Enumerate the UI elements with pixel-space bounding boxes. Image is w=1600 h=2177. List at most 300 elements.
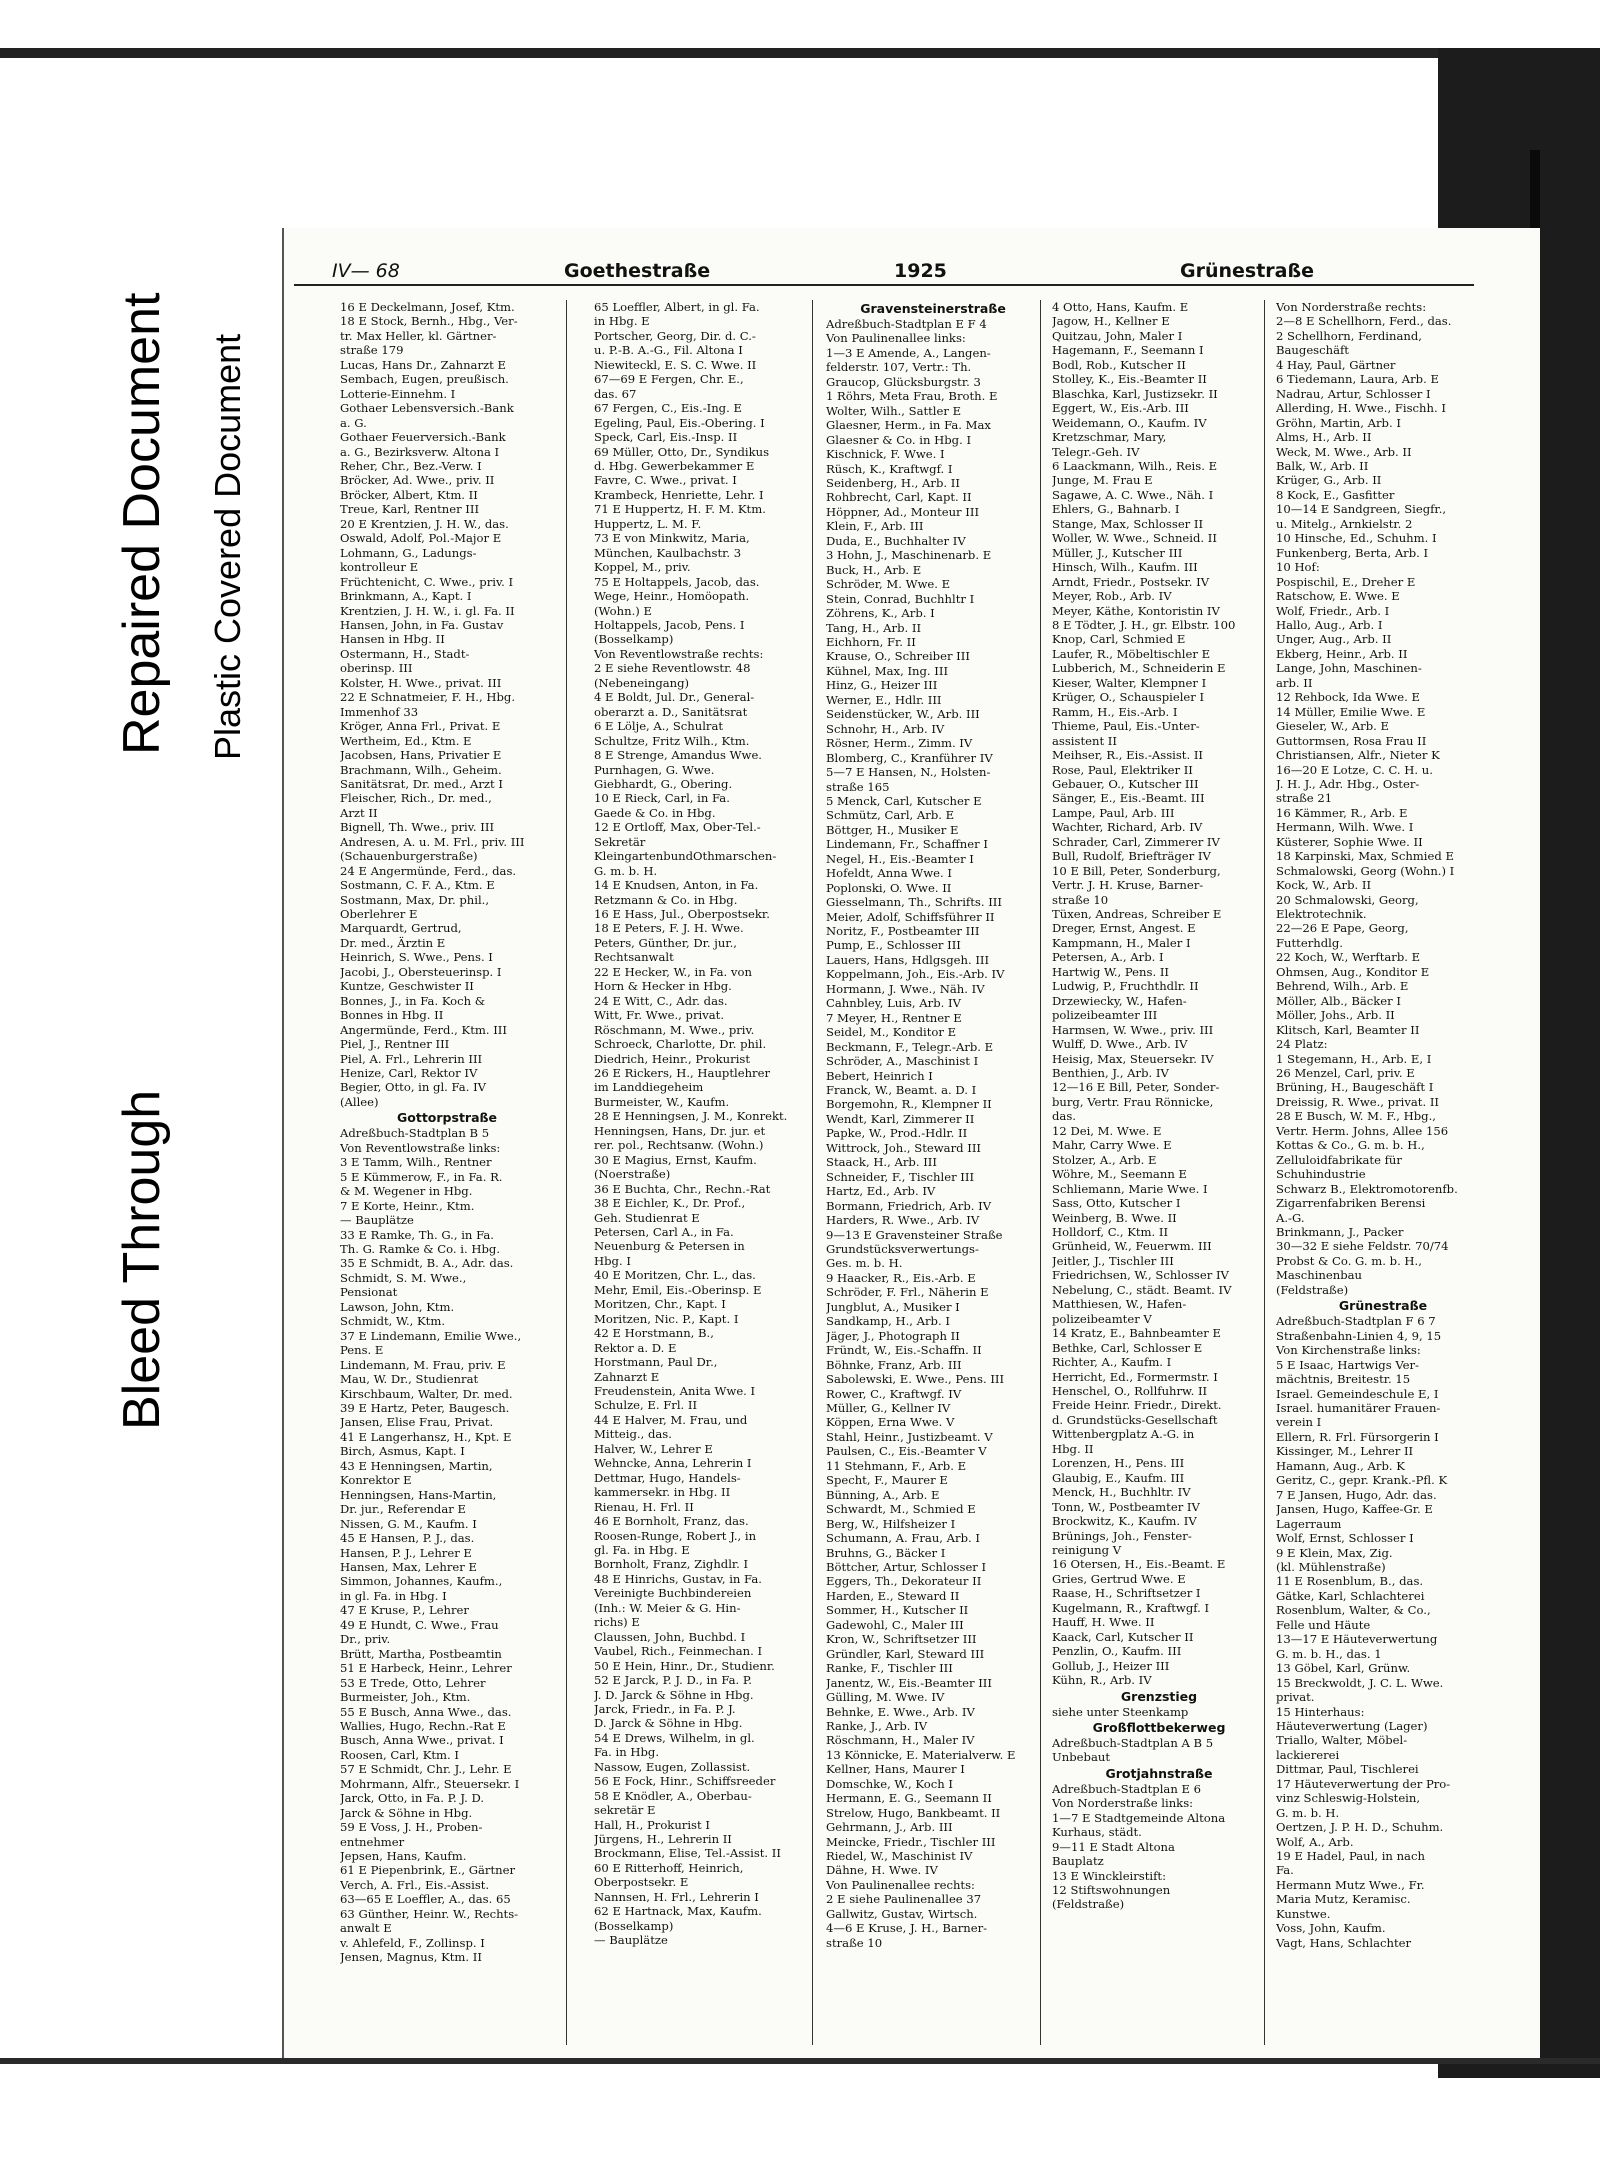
directory-entry: 24 Platz:	[1276, 1037, 1328, 1052]
directory-entry: Sekretär	[594, 834, 646, 849]
directory-entry: straße 165	[826, 779, 890, 794]
directory-entry: Glaubig, E., Kaufm. III	[1052, 1470, 1185, 1485]
directory-entry: 22 E Schnatmeier, F. H., Hbg.	[340, 690, 516, 705]
directory-entry: Gadewohl, C., Maler III	[826, 1617, 964, 1632]
directory-entry: Pospischil, E., Dreher E	[1276, 574, 1416, 589]
directory-entry: 71 E Huppertz, H. F. M. Ktm.	[594, 502, 766, 517]
directory-entry: Kunstwe.	[1276, 1906, 1331, 1921]
page-number: IV— 68	[332, 260, 400, 282]
directory-entry: Müller, J., Kutscher III	[1052, 545, 1183, 560]
directory-entry: Schuhindustrie	[1276, 1167, 1366, 1182]
column-5	[1276, 300, 1490, 2045]
directory-entry: 46 E Bornholt, Franz, das.	[594, 1514, 749, 1529]
directory-entry: 16 Kämmer, R., Arb. E	[1276, 805, 1408, 820]
directory-entry: sekretär E	[594, 1803, 656, 1818]
directory-entry: Von Norderstraße rechts:	[1276, 300, 1427, 314]
side-labels	[112, 292, 262, 1430]
directory-entry: Schumann, A. Frau, Arb. I	[826, 1531, 980, 1546]
directory-entry: Lange, John, Maschinen-	[1276, 661, 1422, 676]
directory-entry: 2 Schellhorn, Ferdinand,	[1276, 328, 1422, 343]
directory-entry: 8 Kock, E., Gasfitter	[1276, 487, 1395, 502]
directory-entry: Hermann Mutz Wwe., Fr.	[1276, 1877, 1425, 1892]
directory-entry: Rechtsanwalt	[594, 950, 674, 965]
directory-entry: Jarck, Otto, in Fa. P. J. D.	[340, 1791, 485, 1806]
directory-entry: Halver, W., Lehrer E	[594, 1441, 713, 1456]
directory-entry: Staack, H., Arb. III	[826, 1155, 937, 1170]
directory-entry: Maschinenbau	[1276, 1268, 1362, 1283]
directory-entry: Janentz, W., Eis.-Beamter III	[826, 1675, 992, 1690]
directory-entry: Von Paulinenallee rechts:	[826, 1877, 975, 1892]
directory-entry: — Bauplätze	[340, 1213, 414, 1228]
directory-entry: 39 E Hartz, Peter, Baugesch.	[340, 1400, 510, 1415]
directory-entry: Matthiesen, W., Hafen-	[1052, 1297, 1187, 1312]
directory-entry: Wittenbergplatz A.-G. in	[1052, 1427, 1195, 1442]
directory-entry: Guttormsen, Rosa Frau II	[1276, 733, 1427, 748]
directory-entry: 10 E Bill, Peter, Sonderburg,	[1052, 863, 1221, 878]
directory-entry: Adreßbuch-Stadtplan E 6	[1052, 1781, 1202, 1796]
directory-entry: 53 E Trede, Otto, Lehrer	[340, 1675, 486, 1690]
directory-entry: Petersen, A., Arb. I	[1052, 950, 1164, 965]
directory-entry: Fa.	[1276, 1863, 1294, 1878]
directory-entry: A.-G.	[1276, 1210, 1305, 1225]
directory-entry: 2 E siehe Reventlowstr. 48	[594, 661, 751, 676]
directory-entry: Israel. Gemeindeschule E, I	[1276, 1386, 1439, 1401]
directory-entry: Sabolewski, E. Wwe., Pens. III	[826, 1372, 1005, 1387]
directory-entry: J. H. J., Adr. Hbg., Oster-	[1276, 776, 1420, 791]
directory-entry: Oberlehrer E	[340, 907, 418, 922]
directory-entry: mächtnis, Breitestr. 15	[1276, 1372, 1411, 1387]
directory-entry: Vertr. Herm. Johns, Allee 156	[1276, 1123, 1449, 1138]
directory-entry: 42 E Horstmann, B.,	[594, 1326, 714, 1341]
directory-entry: Hagemann, F., Seemann I	[1052, 343, 1204, 358]
directory-entry: u. P.-B. A.-G., Fil. Altona I	[594, 343, 743, 358]
directory-entry: 69 Müller, Otto, Dr., Syndikus	[594, 444, 770, 459]
directory-entry: Wolf, A., Arb.	[1276, 1834, 1354, 1849]
directory-entry: Junge, M. Frau E	[1052, 473, 1153, 488]
page-header	[294, 258, 1474, 286]
street-heading: Grenzstieg	[1120, 1688, 1198, 1704]
directory-entry: Huppertz, L. M. F.	[594, 516, 702, 531]
directory-entry: Treue, Karl, Rentner III	[340, 502, 480, 517]
directory-entry: Ludwig, P., Fruchthdlr. II	[1052, 979, 1199, 994]
directory-entry: Bethke, Carl, Schlosser E	[1052, 1340, 1203, 1355]
directory-entry: d. Hbg. Gewerbekammer E	[594, 458, 755, 473]
directory-entry: Quitzau, John, Maler I	[1052, 328, 1183, 343]
directory-entry: Dr., priv.	[340, 1632, 391, 1647]
directory-entry: Ostermann, H., Stadt-	[340, 646, 470, 661]
directory-entry: (Feldstraße)	[1276, 1282, 1349, 1297]
directory-entry: 33 E Ramke, Th. G., in Fa.	[340, 1227, 494, 1242]
directory-entry: (Feldstraße)	[1052, 1897, 1125, 1912]
directory-entry: Geh. Studienrat E	[594, 1210, 700, 1225]
directory-entry: Henningsen, Hans-Martin,	[340, 1487, 497, 1502]
directory-entry: Th. G. Ramke & Co. i. Hbg.	[340, 1242, 501, 1256]
directory-entry: Schmalowski, Georg (Wohn.) I	[1276, 863, 1455, 878]
directory-entry: Eichhorn, Fr. II	[826, 634, 916, 649]
directory-entry: Müller, G., Kellner IV	[826, 1400, 951, 1415]
directory-entry: 6 Tiedemann, Laura, Arb. E	[1276, 372, 1439, 387]
directory-entry: 16 E Hass, Jul., Oberpostsekr.	[594, 907, 770, 922]
directory-entry: Schröder, A., Maschinist I	[826, 1054, 979, 1069]
directory-entry: Simmon, Johannes, Kaufm.,	[340, 1574, 503, 1589]
directory-entry: Schmidt, W., Ktm.	[340, 1314, 445, 1329]
directory-entry: Gröhn, Martin, Arb. I	[1276, 415, 1401, 430]
directory-entry: Holldorf, C., Ktm. II	[1052, 1225, 1169, 1239]
directory-entry: Stein, Conrad, Buchhltr I	[826, 591, 975, 606]
directory-entry: Von Norderstraße links:	[1052, 1796, 1194, 1811]
directory-entry: Dähne, H. Wwe. IV	[826, 1863, 938, 1878]
directory-entry: Niewiteckl, E. S. C. Wwe. II	[594, 357, 757, 372]
directory-entry: 8 E Strenge, Amandus Wwe.	[594, 748, 762, 763]
directory-entry: 2—8 E Schellhorn, Ferd., das.	[1276, 314, 1452, 329]
directory-entry: Noritz, F., Postbeamter III	[826, 924, 980, 939]
directory-entry: rer. pol., Rechtsanw. (Wohn.)	[594, 1138, 764, 1153]
directory-entry: Koppelmann, Joh., Eis.-Arb. IV	[826, 967, 1005, 982]
directory-entry: Hartz, Ed., Arb. IV	[826, 1184, 936, 1199]
directory-entry: Schmidt, S. M. Wwe.,	[340, 1270, 467, 1285]
directory-entry: Krüger, O., Schauspieler I	[1052, 690, 1205, 705]
directory-entry: 11 Stehmann, F., Arb. E	[826, 1458, 967, 1473]
column-2	[594, 300, 808, 2045]
directory-entry: Witt, Fr. Wwe., privat.	[594, 1008, 725, 1023]
directory-entry: Alms, H., Arb. II	[1276, 430, 1372, 445]
directory-entry: 62 E Hartnack, Max, Kaufm.	[594, 1904, 762, 1919]
column-4	[1052, 300, 1266, 2045]
directory-entry: verein I	[1276, 1415, 1322, 1430]
directory-entry: Gieseler, W., Arb. E	[1276, 719, 1389, 734]
directory-entry: Mehr, Emil, Eis.-Oberinsp. E	[594, 1282, 762, 1297]
directory-entry: Hermann, E. G., Seemann II	[826, 1791, 992, 1806]
directory-entry: Papke, W., Prod.-Hdlr. II	[826, 1126, 968, 1141]
directory-entry: Schulze, E. Frl. II	[594, 1398, 698, 1413]
directory-entry: Oberpostsekr. E	[594, 1875, 689, 1890]
directory-entry: Schneider, F., Tischler III	[826, 1169, 975, 1184]
directory-entry: Möller, Johs., Arb. II	[1276, 1008, 1395, 1023]
directory-entry: Rüsch, K., Kraftwgf. I	[826, 461, 953, 476]
directory-entry: straße 10	[1052, 892, 1109, 907]
directory-entry: 13 E Winckleirstift:	[1052, 1868, 1166, 1883]
directory-entry: Duda, E., Buchhalter IV	[826, 533, 966, 548]
directory-entry: privat.	[1276, 1690, 1315, 1705]
directory-entry: Cahnbley, Luis, Arb. IV	[826, 996, 961, 1011]
directory-entry: burg, Vertr. Frau Rönnicke,	[1052, 1094, 1214, 1109]
directory-entry: Buck, H., Arb. E	[826, 562, 922, 577]
scan-top-border	[0, 48, 1600, 58]
directory-entry: 40 E Moritzen, Chr. L., das.	[594, 1268, 756, 1283]
directory-entry: 67 Fergen, C., Eis.-Ing. E	[594, 401, 742, 416]
directory-entry: Glaesner, Herm., in Fa. Max	[826, 418, 991, 433]
directory-entry: 16 E Deckelmann, Josef, Ktm.	[340, 300, 515, 314]
directory-entry: anwalt E	[340, 1921, 392, 1936]
directory-entry: Werner, E., Hdlr. III	[826, 692, 942, 707]
directory-entry: oberarzt a. D., Sanitätsrat	[594, 704, 748, 719]
directory-entry: Meyer, Rob., Arb. IV	[1052, 589, 1172, 604]
directory-entry: Pump, E., Schlosser III	[826, 938, 961, 953]
directory-entry: vinz Schleswig-Holstein,	[1276, 1791, 1421, 1806]
directory-entry: felderstr. 107, Vertr.: Th.	[826, 360, 972, 375]
directory-entry: (Inh.: W. Meier & G. Hin-	[594, 1600, 741, 1615]
directory-entry: 49 E Hundt, C. Wwe., Frau	[340, 1617, 499, 1632]
directory-entry: Schwarz B., Elektromotorenfb.	[1276, 1181, 1458, 1196]
directory-entry: Meihser, R., Eis.-Assist. II	[1052, 748, 1203, 763]
directory-entry: Wachter, Richard, Arb. IV	[1052, 820, 1203, 835]
directory-entry: Laufer, R., Möbeltischler E	[1052, 646, 1211, 661]
directory-entry: Sommer, H., Kutscher II	[826, 1603, 969, 1618]
directory-entry: Adreßbuch-Stadtplan B 5	[340, 1126, 490, 1141]
directory-entry: D. Jarck & Söhne in Hbg.	[594, 1716, 743, 1731]
directory-entry: Ratschow, E. Wwe. E	[1276, 589, 1400, 604]
directory-entry: Schmütz, Carl, Arb. E	[826, 808, 955, 823]
directory-entry: arb. II	[1276, 675, 1313, 690]
directory-entry: Dr. jur., Referendar E	[340, 1502, 466, 1517]
directory-entry: Beckmann, F., Telegr.-Arb. E	[826, 1039, 994, 1054]
directory-entry: entnehmer	[340, 1834, 405, 1849]
directory-entry: 67—69 E Fergen, Chr. E.,	[594, 372, 744, 387]
directory-entry: 15 Hinterhaus:	[1276, 1704, 1365, 1719]
directory-entry: Röschmann, M. Wwe., priv.	[594, 1022, 755, 1037]
directory-entry: Hinz, G., Heizer III	[826, 678, 938, 693]
street-heading: Grotjahnstraße	[1105, 1765, 1213, 1781]
directory-entry: Gründler, Karl, Steward III	[826, 1646, 985, 1661]
directory-entry: Von Paulinenallee links:	[826, 331, 966, 346]
directory-entry: Unbebaut	[1052, 1750, 1110, 1765]
directory-entry: Vereinigte Buchbindereien	[594, 1586, 752, 1601]
directory-entry: Sostmann, Max, Dr. phil.,	[340, 892, 490, 907]
directory-entry: lackiererei	[1276, 1747, 1340, 1762]
directory-entry: & M. Wegener in Hbg.	[340, 1184, 473, 1199]
directory-entry: Böttger, H., Musiker E	[826, 822, 959, 837]
directory-entry: Friedrichsen, W., Schlosser IV	[1052, 1268, 1229, 1283]
directory-entry: 54 E Drews, Wilhelm, in gl.	[594, 1730, 755, 1745]
directory-entry: Zahnarzt E	[594, 1369, 660, 1384]
directory-entry: Felle und Häute	[1276, 1617, 1371, 1632]
directory-entry: in Hbg. E	[594, 314, 650, 329]
directory-entry: Seidenberg, H., Arb. II	[826, 475, 960, 490]
directory-entry: Nebelung, C., städt. Beamt. IV	[1052, 1282, 1232, 1297]
directory-entry: Fa. in Hbg.	[594, 1745, 660, 1760]
directory-entry: tr. Max Heller, kl. Gärtner-	[340, 328, 497, 343]
directory-entry: Brinkmann, A., Kapt. I	[340, 589, 472, 604]
directory-entry: Kröger, Anna Frl., Privat. E	[340, 719, 501, 734]
repaired-document-label: Repaired Document	[113, 292, 171, 755]
street-heading: Gravensteinerstraße	[860, 301, 1006, 316]
directory-entry: Klein, F., Arb. III	[826, 519, 924, 534]
directory-entry: 50 E Hein, Hinr., Dr., Studienr.	[594, 1658, 775, 1673]
directory-entry: Arndt, Friedr., Postsekr. IV	[1052, 574, 1210, 589]
directory-entry: das. 67	[594, 386, 637, 401]
directory-entry: Busch, Anna Wwe., privat. I	[340, 1733, 504, 1748]
directory-entry: Böhnke, Franz, Arb. III	[826, 1357, 962, 1372]
directory-entry: 14 Kratz, E., Bahnbeamter E	[1052, 1326, 1221, 1341]
directory-entry: 8 E Tödter, J. H., gr. Elbstr. 100	[1052, 617, 1236, 632]
directory-entry: Grundstücksverwertungs-	[826, 1242, 979, 1256]
directory-entry: 4 E Boldt, Jul. Dr., General-	[594, 690, 755, 705]
directory-entry: 12 Rehbock, Ida Wwe. E	[1276, 690, 1420, 705]
directory-entry: 18 E Stock, Bernh., Hbg., Ver-	[340, 314, 518, 329]
directory-entry: Tang, H., Arb. II	[826, 620, 922, 635]
directory-entry: Ramm, H., Eis.-Arb. I	[1052, 704, 1178, 719]
directory-entry: Sass, Otto, Kutscher I	[1052, 1196, 1181, 1211]
directory-entry: Freide Heinr. Friedr., Direkt.	[1052, 1398, 1222, 1413]
directory-entry: Bebert, Heinrich I	[826, 1068, 933, 1083]
directory-entry: 20 Schmalowski, Georg,	[1276, 892, 1419, 907]
directory-entry: Hormann, J. Wwe., Näh. IV	[826, 981, 985, 996]
directory-entry: 17 Häuteverwertung der Pro-	[1276, 1776, 1451, 1791]
directory-entry: 43 E Henningsen, Martin,	[340, 1458, 493, 1473]
street-heading: Großflottbekerweg	[1092, 1719, 1226, 1735]
directory-entry: Wittrock, Joh., Steward III	[826, 1140, 981, 1155]
directory-entry: Negel, H., Eis.-Beamter I	[826, 851, 974, 866]
directory-entry: Blomberg, C., Kranführer IV	[826, 750, 993, 765]
directory-entry: reinigung V	[1052, 1542, 1122, 1557]
directory-entry: Wöhre, M., Seemann E	[1052, 1167, 1187, 1182]
directory-entry: Hallo, Aug., Arb. I	[1276, 617, 1383, 632]
directory-entry: u. Mitelg., Arnkielstr. 2	[1276, 516, 1413, 531]
directory-entry: 5—7 E Hansen, N., Holsten-	[826, 765, 991, 780]
directory-entry: Reher, Chr., Bez.-Verw. I	[340, 458, 482, 473]
directory-entry: Gaede & Co. in Hbg.	[594, 805, 716, 820]
directory-entry: Hamann, Aug., Arb. K	[1276, 1458, 1405, 1473]
directory-entry: Adreßbuch-Stadtplan E F 4	[826, 317, 987, 331]
directory-entry: Bonnes in Hbg. II	[340, 1008, 444, 1023]
directory-entry: 10 Hof:	[1276, 560, 1320, 575]
directory-entry: Lorenzen, H., Pens. III	[1052, 1456, 1185, 1471]
directory-entry: Thieme, Paul, Eis.-Unter-	[1052, 719, 1200, 734]
right-street-heading: Grünestraße	[1180, 260, 1315, 282]
directory-entry: Krambeck, Henriette, Lehr. I	[594, 487, 764, 502]
directory-entry: Lindemann, Fr., Schaffner I	[826, 837, 988, 852]
column-3	[826, 300, 1040, 2045]
column-rule	[812, 300, 813, 2045]
directory-entry: Domschke, W., Koch I	[826, 1776, 953, 1791]
directory-entry: Benthien, J., Arb. IV	[1052, 1066, 1169, 1081]
directory-entry: Harden, E., Steward II	[826, 1588, 960, 1603]
directory-entry: G. m. b. H., das. 1	[1276, 1646, 1382, 1661]
directory-entry: 5 E Isaac, Hartwigs Ver-	[1276, 1357, 1419, 1372]
directory-entry: Christiansen, Alfr., Nieter K	[1276, 748, 1440, 763]
directory-entry: 56 E Fock, Hinr., Schiffsreeder	[594, 1774, 776, 1789]
directory-entry: Krause, O., Schreiber III	[826, 649, 970, 664]
directory-entry: Begier, Otto, in gl. Fa. IV	[340, 1080, 487, 1095]
directory-entry: Raase, H., Schriftsetzer I	[1052, 1586, 1201, 1601]
directory-entry: 9—13 E Gravensteiner Straße	[826, 1227, 1003, 1242]
directory-entry: Wolf, Ernst, Schlosser I	[1276, 1531, 1414, 1546]
directory-entry: Pensionat	[340, 1285, 398, 1300]
directory-entry: 26 E Rickers, H., Hauptlehrer	[594, 1066, 770, 1081]
directory-entry: Adreßbuch-Stadtplan F 6 7	[1276, 1314, 1436, 1329]
directory-entry: (Nebeneingang)	[594, 675, 690, 690]
directory-entry: Stange, Max, Schlosser II	[1052, 516, 1204, 531]
directory-entry: Ranke, J., Arb. IV	[826, 1718, 928, 1733]
directory-entry: 58 E Knödler, A., Oberbau-	[594, 1788, 752, 1803]
directory-entry: Von Kirchenstraße links:	[1276, 1343, 1421, 1358]
directory-entry: 45 E Hansen, P. J., das.	[340, 1531, 475, 1546]
directory-entry: 48 E Hinrichs, Gustav, in Fa.	[594, 1571, 762, 1586]
directory-entry: 11 E Rosenblum, B., das.	[1276, 1574, 1424, 1589]
directory-entry: Lagerraum	[1276, 1516, 1342, 1531]
directory-entry: Meyer, Käthe, Kontoristin IV	[1052, 603, 1220, 618]
directory-entry: 26 Menzel, Carl, priv. E	[1276, 1066, 1415, 1081]
directory-entry: 61 E Piepenbrink, E., Gärtner	[340, 1863, 516, 1878]
directory-entry: 3 E Tamm, Wilh., Rentner	[340, 1155, 492, 1170]
directory-entry: Sembach, Eugen, preußisch.	[340, 372, 509, 387]
directory-entry: 12 E Ortloff, Max, Ober-Tel.-	[594, 820, 761, 835]
directory-entry: Herricht, Ed., Formermstr. I	[1052, 1369, 1218, 1384]
directory-entry: Gebauer, O., Kutscher III	[1052, 776, 1199, 791]
directory-entry: a. G.	[340, 415, 367, 430]
directory-entry: Weinberg, B. Wwe. II	[1052, 1210, 1177, 1225]
directory-entry: Schrader, Carl, Zimmerer IV	[1052, 834, 1220, 849]
directory-entry: Heisig, Max, Steuersekr. IV	[1052, 1051, 1214, 1066]
directory-entry: Dr. med., Ärztin E	[340, 935, 446, 950]
directory-entry: d. Grundstücks-Gesellschaft	[1052, 1412, 1218, 1427]
directory-entry: Seidel, M., Konditor E	[826, 1025, 957, 1040]
directory-entry: Bröcker, Albert, Ktm. II	[340, 487, 478, 502]
directory-entry: Krentzien, J. H. W., i. gl. Fa. II	[340, 603, 515, 618]
directory-entry: 52 E Jarck, P. J. D., in Fa. P.	[594, 1673, 752, 1688]
directory-entry: Adreßbuch-Stadtplan A B 5	[1052, 1735, 1214, 1750]
directory-entry: Sostmann, C. F. A., Ktm. E	[340, 878, 495, 893]
directory-entry: Rösner, Herm., Zimm. IV	[826, 736, 973, 751]
directory-entry: 24 E Witt, C., Adr. das.	[594, 993, 728, 1008]
directory-entry: Favre, C. Wwe., privat. I	[594, 473, 737, 488]
directory-entry: Schroeck, Charlotte, Dr. phil.	[594, 1037, 767, 1052]
directory-entry: 9 Haacker, R., Eis.-Arb. E	[826, 1270, 976, 1285]
directory-entry: Nadrau, Artur, Schlosser I	[1276, 386, 1431, 401]
directory-entry: Triallo, Walter, Möbel-	[1276, 1733, 1408, 1748]
directory-entry: siehe unter Steenkamp	[1052, 1704, 1189, 1719]
directory-entry: Birch, Asmus, Kapt. I	[340, 1444, 465, 1459]
directory-entry: Brinkmann, J., Packer	[1276, 1225, 1404, 1239]
directory-entry: 13—17 E Häuteverwertung	[1276, 1632, 1438, 1647]
column-rule	[566, 300, 567, 2045]
directory-entry: Ohmsen, Aug., Konditor E	[1276, 964, 1430, 979]
plastic-covered-label: Plastic Covered Document	[207, 333, 248, 760]
directory-entry: a. G., Bezirksverw. Altona I	[340, 444, 500, 459]
directory-entry: 47 E Kruse, P., Lehrer	[340, 1603, 469, 1618]
directory-entry: Rose, Paul, Elektriker II	[1052, 762, 1193, 777]
directory-entry: Gothaer Feuerversich.-Bank	[340, 430, 506, 445]
directory-entry: 18 Karpinski, Max, Schmied E	[1276, 849, 1454, 864]
directory-entry: 75 E Holtappels, Jacob, das.	[594, 574, 760, 589]
directory-entry: 10—14 E Sandgreen, Siegfr.,	[1276, 502, 1447, 517]
directory-entry: 13 Könnicke, E. Materialverw. E	[826, 1747, 1016, 1762]
directory-entry: Fleischer, Rich., Dr. med.,	[340, 791, 492, 806]
directory-entry: Dreger, Ernst, Angest. E	[1052, 921, 1196, 936]
directory-entry: Jensen, Magnus, Ktm. II	[340, 1950, 482, 1965]
directory-entry: Jarck, Friedr., in Fa. P. J.	[594, 1701, 736, 1716]
directory-entry: Röschmann, H., Maler IV	[826, 1733, 975, 1748]
directory-entry: Freudenstein, Anita Wwe. I	[594, 1383, 756, 1398]
directory-entry: Piel, J., Rentner III	[340, 1037, 450, 1052]
directory-entry: Kaack, Carl, Kutscher II	[1052, 1629, 1194, 1644]
directory-entry: Strelow, Hugo, Bankbeamt. II	[826, 1805, 1001, 1820]
directory-entry: Kirschbaum, Walter, Dr. med.	[340, 1386, 513, 1401]
directory-entry: Hermann, Wilh. Wwe. I	[1276, 820, 1414, 835]
directory-entry: Dreissig, R. Wwe., privat. II	[1276, 1094, 1439, 1109]
directory-entry: Klitsch, Karl, Beamter II	[1276, 1022, 1420, 1037]
directory-entry: Probst & Co. G. m. b. H.,	[1276, 1253, 1422, 1268]
directory-entry: KleingartenbundOthmarschen-	[594, 849, 777, 864]
directory-entry: Hofeldt, Anna Wwe. I	[826, 866, 952, 881]
directory-entry: Bignell, Th. Wwe., priv. III	[340, 820, 495, 835]
directory-entry: 1 Röhrs, Meta Frau, Broth. E	[826, 389, 998, 404]
directory-entry: Roosen-Runge, Robert J., in	[594, 1528, 757, 1543]
directory-entry: Lampe, Paul, Arb. III	[1052, 805, 1175, 820]
directory-entry: Israel. humanitärer Frauen-	[1276, 1400, 1441, 1415]
directory-entry: Hinsch, Wilh., Kaufm. III	[1052, 560, 1198, 575]
directory-entry: Egeling, Paul, Eis.-Obering. I	[594, 415, 765, 430]
